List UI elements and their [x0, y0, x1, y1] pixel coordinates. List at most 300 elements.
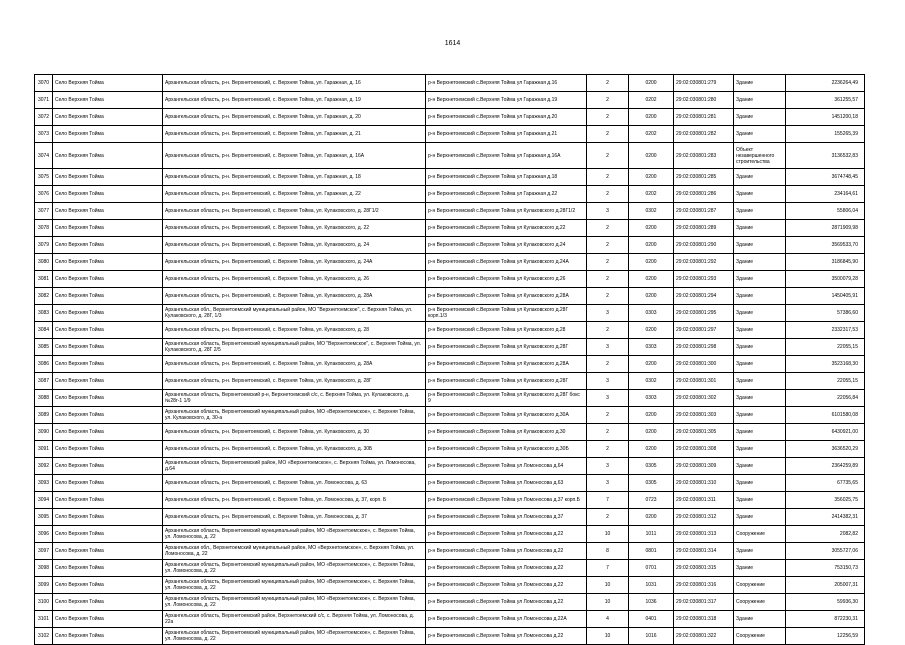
address-short: р-н Верхнетоемский с.Верхняя Тойма ул Кулаковского д.28Г корп.1/3: [426, 305, 587, 322]
cadastral-value: 22055,15: [786, 373, 865, 390]
settlement-name: Село Верхняя Тойма: [53, 237, 163, 254]
subgroup-code: 0723: [629, 492, 674, 509]
cadastral-number: 29:02:030801:293: [674, 271, 734, 288]
cadastral-number: 29:02:030801:298: [674, 339, 734, 356]
cadastral-number: 29:02:030801:283: [674, 143, 734, 169]
table-row: [35, 254, 865, 271]
cadastral-number: 29:02:030801:312: [674, 509, 734, 526]
table-row: [35, 271, 865, 288]
address-full: Архангельская область, р-н. Верхнетоемский, с. Верхняя Тойма, ул. Кулаковского, д. 30Б: [163, 441, 426, 458]
cadastral-number: 29:02:030801:311: [674, 492, 734, 509]
subgroup-code: 1036: [629, 594, 674, 611]
group-code: 3: [587, 373, 629, 390]
subgroup-code: 0200: [629, 254, 674, 271]
group-code: 2: [587, 407, 629, 424]
cadastral-number: 29:02:030801:297: [674, 322, 734, 339]
subgroup-code: 0302: [629, 203, 674, 220]
address-short: р-н Верхнетоемский с.Верхняя Тойма ул Гаражная д.18: [426, 169, 587, 186]
cadastral-value: 872230,31: [786, 611, 865, 628]
group-code: 4: [587, 611, 629, 628]
row-number: 3101: [35, 611, 53, 628]
cadastral-value: 67735,65: [786, 475, 865, 492]
cadastral-number: 29:02:030801:309: [674, 458, 734, 475]
address-full: Архангельская область, Верхнетоемский муниципальный район, МО «Верхнетоемское», с. Верхняя Тойма, ул. Кулаковского, д. 30-а: [163, 407, 426, 424]
subgroup-code: 0303: [629, 305, 674, 322]
address-short: р-н Верхнетоемский с.Верхняя Тойма ул Ломоносова д.22: [426, 594, 587, 611]
row-number: 3078: [35, 220, 53, 237]
row-number: 3073: [35, 126, 53, 143]
address-full: Архангельская область, Верхнетоемский муниципальный район, МО «Верхнетоемское», с. Верхняя Тойма, ул. Ломоносова, д. 22: [163, 577, 426, 594]
settlement-name: Село Верхняя Тойма: [53, 288, 163, 305]
subgroup-code: 0200: [629, 237, 674, 254]
group-code: 3: [587, 458, 629, 475]
settlement-name: Село Верхняя Тойма: [53, 594, 163, 611]
object-type: Здание: [734, 458, 786, 475]
address-full: Архангельская обл., Верхнетоемский муниципальный район, МО «Верхнетоемское», с. Верхняя Тойма, ул. Ломоносова, д. 22: [163, 543, 426, 560]
group-code: 10: [587, 577, 629, 594]
address-full: Архангельская область, Верхнетоемский муниципальный район, МО "Верхнетоемское", с. Верхняя Тойма, ул. Кулаковского, д. 28Г 2/5: [163, 339, 426, 356]
object-type: Объект незавершенного строительства: [734, 143, 786, 169]
address-short: р-н Верхнетоемский с.Верхняя Тойма ул Кулаковского д.30Б: [426, 441, 587, 458]
cadastral-value: 2236264,49: [786, 75, 865, 92]
row-number: 3072: [35, 109, 53, 126]
object-type: Здание: [734, 407, 786, 424]
address-short: р-н Верхнетоемский с.Верхняя Тойма ул Кулаковского д.30А: [426, 407, 587, 424]
address-full: Архангельская обл., Верхнетоемский муниципальный район, МО "Верхнетоемское", с. Верхняя Тойма, ул. Кулаковского, д. 28Г, 1/3: [163, 305, 426, 322]
address-short: р-н Верхнетоемский с.Верхняя Тойма ул Кулаковского д.28Г: [426, 373, 587, 390]
row-number: 3095: [35, 509, 53, 526]
row-number: 3082: [35, 288, 53, 305]
address-short: р-н Верхнетоемский с.Верхняя Тойма ул Ломоносова д.22: [426, 543, 587, 560]
address-short: р-н Верхнетоемский с.Верхняя Тойма ул Кулаковского д.28: [426, 322, 587, 339]
group-code: 3: [587, 305, 629, 322]
address-full: Архангельская область, р-н. Верхнетоемский, с. Верхняя Тойма, ул. Ломоносова, д. 37: [163, 509, 426, 526]
object-type: Здание: [734, 288, 786, 305]
address-short: р-н Верхнетоемский с.Верхняя Тойма ул Кулаковского д.22: [426, 220, 587, 237]
cadastral-number: 29:02:030801:305: [674, 424, 734, 441]
row-number: 3092: [35, 458, 53, 475]
row-number: 3086: [35, 356, 53, 373]
settlement-name: Село Верхняя Тойма: [53, 492, 163, 509]
subgroup-code: 0302: [629, 373, 674, 390]
subgroup-code: 0200: [629, 169, 674, 186]
group-code: 10: [587, 526, 629, 543]
object-type: Здание: [734, 169, 786, 186]
table-body: [35, 75, 865, 645]
row-number: 3083: [35, 305, 53, 322]
registry-table: [34, 74, 865, 645]
subgroup-code: 1016: [629, 628, 674, 645]
cadastral-value: 12256,59: [786, 628, 865, 645]
settlement-name: Село Верхняя Тойма: [53, 526, 163, 543]
group-code: 2: [587, 186, 629, 203]
subgroup-code: 0200: [629, 441, 674, 458]
settlement-name: Село Верхняя Тойма: [53, 424, 163, 441]
table-row: [35, 169, 865, 186]
address-short: р-н Верхнетоемский с.Верхняя Тойма ул Кулаковского д.28А: [426, 288, 587, 305]
subgroup-code: 0701: [629, 560, 674, 577]
settlement-name: Село Верхняя Тойма: [53, 611, 163, 628]
table-row: [35, 441, 865, 458]
cadastral-value: 59936,30: [786, 594, 865, 611]
row-number: 3102: [35, 628, 53, 645]
cadastral-number: 29:02:030801:302: [674, 390, 734, 407]
cadastral-value: 55806,04: [786, 203, 865, 220]
table-row: [35, 458, 865, 475]
group-code: 3: [587, 339, 629, 356]
group-code: 2: [587, 424, 629, 441]
settlement-name: Село Верхняя Тойма: [53, 577, 163, 594]
address-full: Архангельская область, р-н. Верхнетоемский, с. Верхняя Тойма, ул. Гаражная, д. 18: [163, 169, 426, 186]
cadastral-number: 29:02:030801:292: [674, 254, 734, 271]
subgroup-code: 0303: [629, 339, 674, 356]
settlement-name: Село Верхняя Тойма: [53, 75, 163, 92]
settlement-name: Село Верхняя Тойма: [53, 169, 163, 186]
subgroup-code: 0200: [629, 271, 674, 288]
cadastral-value: 3523168,30: [786, 356, 865, 373]
cadastral-value: 3636520,29: [786, 441, 865, 458]
group-code: 2: [587, 322, 629, 339]
address-full: Архангельская область, р-н. Верхнетоемский, с. Верхняя Тойма, ул. Ломоносова, д. 63: [163, 475, 426, 492]
row-number: 3087: [35, 373, 53, 390]
group-code: 10: [587, 628, 629, 645]
group-code: 2: [587, 169, 629, 186]
cadastral-number: 29:02:030801:300: [674, 356, 734, 373]
settlement-name: Село Верхняя Тойма: [53, 203, 163, 220]
cadastral-number: 29:02:030801:286: [674, 186, 734, 203]
table-row: [35, 611, 865, 628]
table-row: [35, 186, 865, 203]
group-code: 3: [587, 203, 629, 220]
object-type: Здание: [734, 509, 786, 526]
cadastral-value: 6101580,08: [786, 407, 865, 424]
settlement-name: Село Верхняя Тойма: [53, 628, 163, 645]
table-row: [35, 92, 865, 109]
address-full: Архангельская область, Верхнетоемский р-н, Верхнетоемский с/с, с. Верхняя Тойма, ул. Кулаковского, д. №28г-1 1/9: [163, 390, 426, 407]
address-full: Архангельская область, Верхнетоемский район, МО «Верхнетоемское», с. Верхняя Тойма, ул. Ломоносова, д.64: [163, 458, 426, 475]
cadastral-value: 3136532,83: [786, 143, 865, 169]
cadastral-number: 29:02:030801:308: [674, 441, 734, 458]
cadastral-number: 29:02:030801:314: [674, 543, 734, 560]
address-full: Архангельская область, р-н. Верхнетоемский, с. Верхняя Тойма, ул. Кулаковского, д. 28А: [163, 356, 426, 373]
row-number: 3074: [35, 143, 53, 169]
cadastral-number: 29:02:030801:322: [674, 628, 734, 645]
group-code: 2: [587, 509, 629, 526]
table-row: [35, 492, 865, 509]
address-short: р-н Верхнетоемский с.Верхняя Тойма ул Кулаковского д.28Г: [426, 339, 587, 356]
address-short: р-н Верхнетоемский с.Верхняя Тойма ул Ломоносова д.22: [426, 526, 587, 543]
cadastral-value: 234164,61: [786, 186, 865, 203]
cadastral-value: 205007,31: [786, 577, 865, 594]
address-full: Архангельская область, Верхнетоемский муниципальный район, МО «Верхнетоемское», с. Верхняя Тойма, ул. Ломоносова, д. 22: [163, 560, 426, 577]
address-full: Архангельская область, р-н. Верхнетоемский, с. Верхняя Тойма, ул. Кулаковского, д. 30: [163, 424, 426, 441]
cadastral-number: 29:02:030801:282: [674, 126, 734, 143]
group-code: 3: [587, 475, 629, 492]
row-number: 3088: [35, 390, 53, 407]
row-number: 3099: [35, 577, 53, 594]
cadastral-number: 29:02:030801:303: [674, 407, 734, 424]
table-row: [35, 543, 865, 560]
cadastral-value: 2871909,98: [786, 220, 865, 237]
group-code: 2: [587, 109, 629, 126]
table-row: [35, 237, 865, 254]
cadastral-value: 3674748,45: [786, 169, 865, 186]
group-code: 2: [587, 75, 629, 92]
table-row: [35, 109, 865, 126]
settlement-name: Село Верхняя Тойма: [53, 509, 163, 526]
cadastral-number: 29:02:030801:294: [674, 288, 734, 305]
object-type: Сооружение: [734, 628, 786, 645]
settlement-name: Село Верхняя Тойма: [53, 271, 163, 288]
object-type: Здание: [734, 424, 786, 441]
row-number: 3100: [35, 594, 53, 611]
object-type: Сооружение: [734, 594, 786, 611]
object-type: Здание: [734, 339, 786, 356]
address-short: р-н Верхнетоемский с.Верхняя Тойма ул Кулаковского д.26: [426, 271, 587, 288]
address-short: р-н Верхнетоемский с.Верхняя Тойма ул Кулаковского д.30: [426, 424, 587, 441]
address-full: Архангельская область, р-н. Верхнетоемский, с. Верхняя Тойма, ул. Гаражная, д. 19: [163, 92, 426, 109]
settlement-name: Село Верхняя Тойма: [53, 441, 163, 458]
settlement-name: Село Верхняя Тойма: [53, 356, 163, 373]
address-short: р-н Верхнетоемский с.Верхняя Тойма ул Кулаковского д.24А: [426, 254, 587, 271]
cadastral-value: 2414382,31: [786, 509, 865, 526]
table-row: [35, 126, 865, 143]
settlement-name: Село Верхняя Тойма: [53, 339, 163, 356]
settlement-name: Село Верхняя Тойма: [53, 109, 163, 126]
address-full: Архангельская область, р-н. Верхнетоемский, с. Верхняя Тойма, ул. Гаражная, д. 16: [163, 75, 426, 92]
group-code: 2: [587, 254, 629, 271]
cadastral-value: 57386,60: [786, 305, 865, 322]
settlement-name: Село Верхняя Тойма: [53, 305, 163, 322]
subgroup-code: 0202: [629, 186, 674, 203]
settlement-name: Село Верхняя Тойма: [53, 407, 163, 424]
object-type: Здание: [734, 203, 786, 220]
cadastral-value: 1450405,91: [786, 288, 865, 305]
address-full: Архангельская область, р-н. Верхнетоемский, с. Верхняя Тойма, ул. Кулаковского, д. 22: [163, 220, 426, 237]
table-row: [35, 143, 865, 169]
subgroup-code: 0202: [629, 126, 674, 143]
cadastral-number: 29:02:030801:317: [674, 594, 734, 611]
address-full: Архангельская область, р-н. Верхнетоемский, с. Верхняя Тойма, ул. Гаражная, д. 22: [163, 186, 426, 203]
table-row: [35, 424, 865, 441]
object-type: Сооружение: [734, 526, 786, 543]
cadastral-value: 22055,15: [786, 339, 865, 356]
settlement-name: Село Верхняя Тойма: [53, 92, 163, 109]
address-short: р-н Верхнетоемский с.Верхняя Тойма ул Гаражная д.19: [426, 92, 587, 109]
address-full: Архангельская область, р-н. Верхнетоемский, с. Верхняя Тойма, ул. Кулаковского, д. 28Г: [163, 373, 426, 390]
table-row: [35, 288, 865, 305]
object-type: Здание: [734, 126, 786, 143]
row-number: 3094: [35, 492, 53, 509]
cadastral-number: 29:02:030801:285: [674, 169, 734, 186]
object-type: Здание: [734, 441, 786, 458]
row-number: 3090: [35, 424, 53, 441]
table-row: [35, 322, 865, 339]
subgroup-code: 0200: [629, 407, 674, 424]
subgroup-code: 0200: [629, 220, 674, 237]
address-full: Архангельская область, р-н. Верхнетоемский, с. Верхняя Тойма, ул. Гаражная, д. 16А: [163, 143, 426, 169]
address-full: Архангельская область, р-н. Верхнетоемский, с. Верхняя Тойма, ул. Гаражная, д. 20: [163, 109, 426, 126]
row-number: 3075: [35, 169, 53, 186]
object-type: Здание: [734, 220, 786, 237]
subgroup-code: 0305: [629, 458, 674, 475]
group-code: 2: [587, 143, 629, 169]
address-full: Архангельская область, р-н. Верхнетоемский, с. Верхняя Тойма, ул. Кулаковского, д. 24: [163, 237, 426, 254]
table-row: [35, 75, 865, 92]
cadastral-value: 356025,75: [786, 492, 865, 509]
row-number: 3097: [35, 543, 53, 560]
group-code: 3: [587, 390, 629, 407]
row-number: 3071: [35, 92, 53, 109]
settlement-name: Село Верхняя Тойма: [53, 254, 163, 271]
group-code: 2: [587, 441, 629, 458]
table-row: [35, 594, 865, 611]
table-row: [35, 628, 865, 645]
row-number: 3093: [35, 475, 53, 492]
group-code: 2: [587, 237, 629, 254]
cadastral-value: 2332317,53: [786, 322, 865, 339]
subgroup-code: 0200: [629, 322, 674, 339]
settlement-name: Село Верхняя Тойма: [53, 220, 163, 237]
address-full: Архангельская область, р-н. Верхнетоемский, с. Верхняя Тойма, ул. Кулаковского, д. 28А: [163, 288, 426, 305]
cadastral-value: 22056,84: [786, 390, 865, 407]
group-code: 2: [587, 92, 629, 109]
object-type: Здание: [734, 109, 786, 126]
row-number: 3076: [35, 186, 53, 203]
settlement-name: Село Верхняя Тойма: [53, 475, 163, 492]
object-type: Здание: [734, 237, 786, 254]
settlement-name: Село Верхняя Тойма: [53, 543, 163, 560]
cadastral-number: 29:02:030801:310: [674, 475, 734, 492]
row-number: 3081: [35, 271, 53, 288]
cadastral-number: 29:02:030801:287: [674, 203, 734, 220]
table-row: [35, 339, 865, 356]
cadastral-value: 6430921,00: [786, 424, 865, 441]
settlement-name: Село Верхняя Тойма: [53, 373, 163, 390]
subgroup-code: 0200: [629, 75, 674, 92]
settlement-name: Село Верхняя Тойма: [53, 126, 163, 143]
row-number: 3085: [35, 339, 53, 356]
group-code: 10: [587, 594, 629, 611]
cadastral-value: 3055727,06: [786, 543, 865, 560]
subgroup-code: 0200: [629, 356, 674, 373]
object-type: Здание: [734, 186, 786, 203]
row-number: 3070: [35, 75, 53, 92]
address-short: р-н Верхнетоемский с.Верхняя Тойма ул Гаражная д.16: [426, 75, 587, 92]
subgroup-code: 0200: [629, 143, 674, 169]
cadastral-value: 3500079,28: [786, 271, 865, 288]
cadastral-number: 29:02:030801:313: [674, 526, 734, 543]
object-type: Сооружение: [734, 577, 786, 594]
subgroup-code: 0200: [629, 109, 674, 126]
object-type: Здание: [734, 560, 786, 577]
row-number: 3098: [35, 560, 53, 577]
group-code: 2: [587, 271, 629, 288]
object-type: Здание: [734, 390, 786, 407]
address-short: р-н Верхнетоемский с.Верхняя Тойма ул Кулаковского д.28А: [426, 356, 587, 373]
cadastral-value: 2364259,89: [786, 458, 865, 475]
table-row: [35, 407, 865, 424]
address-short: р-н Верхнетоемский с.Верхняя Тойма ул Ломоносова д.22: [426, 577, 587, 594]
row-number: 3096: [35, 526, 53, 543]
cadastral-value: 1451200,18: [786, 109, 865, 126]
address-short: р-н Верхнетоемский с.Верхняя Тойма ул Ломоносова д.22А: [426, 611, 587, 628]
address-full: Архангельская область, р-н. Верхнетоемский, с. Верхняя Тойма, ул. Гаражная, д. 21: [163, 126, 426, 143]
cadastral-number: 29:02:030801:316: [674, 577, 734, 594]
table-row: [35, 577, 865, 594]
settlement-name: Село Верхняя Тойма: [53, 186, 163, 203]
subgroup-code: 0202: [629, 92, 674, 109]
cadastral-value: 155265,39: [786, 126, 865, 143]
settlement-name: Село Верхняя Тойма: [53, 560, 163, 577]
group-code: 8: [587, 543, 629, 560]
cadastral-number: 29:02:030801:301: [674, 373, 734, 390]
object-type: Здание: [734, 322, 786, 339]
address-full: Архангельская область, р-н. Верхнетоемский, с. Верхняя Тойма, ул. Кулаковского, д. 28: [163, 322, 426, 339]
page-number: 1614: [444, 40, 461, 47]
address-full: Архангельская область, Верхнетоемский муниципальный район, МО «Верхнетоемское», с. Верхняя Тойма, ул. Ломоносова, д. 22: [163, 526, 426, 543]
cadastral-number: 29:02:030801:315: [674, 560, 734, 577]
row-number: 3091: [35, 441, 53, 458]
cadastral-value: 361255,57: [786, 92, 865, 109]
address-full: Архангельская область, р-н. Верхнетоемский, с. Верхняя Тойма, ул. Кулаковского, д. 28Г1/2: [163, 203, 426, 220]
group-code: 2: [587, 220, 629, 237]
address-full: Архангельская область, Верхнетоемский муниципальный район, МО «Верхнетоемское», с. Верхняя Тойма, ул. Ломоносова, д. 22: [163, 594, 426, 611]
subgroup-code: 0200: [629, 509, 674, 526]
address-full: Архангельская область, Верхнетоемский муниципальный район, МО «Верхнетоемское», с. Верхняя Тойма, ул. Ломоносова, д. 22: [163, 628, 426, 645]
subgroup-code: 1031: [629, 577, 674, 594]
object-type: Здание: [734, 254, 786, 271]
object-type: Здание: [734, 271, 786, 288]
object-type: Здание: [734, 92, 786, 109]
cadastral-number: 29:02:030801:280: [674, 92, 734, 109]
address-short: р-н Верхнетоемский с.Верхняя Тойма ул Кулаковского д.24: [426, 237, 587, 254]
cadastral-value: 2082,82: [786, 526, 865, 543]
row-number: 3080: [35, 254, 53, 271]
table-row: [35, 203, 865, 220]
group-code: 2: [587, 126, 629, 143]
cadastral-number: 29:02:030801:279: [674, 75, 734, 92]
cadastral-number: 29:02:030801:281: [674, 109, 734, 126]
address-short: р-н Верхнетоемский с.Верхняя Тойма ул Кулаковского д.28Г бокс 9: [426, 390, 587, 407]
table-row: [35, 475, 865, 492]
address-short: р-н Верхнетоемский с.Верхняя Тойма ул Ломоносова д.37: [426, 509, 587, 526]
address-short: р-н Верхнетоемский с.Верхняя Тойма ул Ломоносова д.63: [426, 475, 587, 492]
address-full: Архангельская область, р-н. Верхнетоемский, с. Верхняя Тойма, ул. Кулаковского, д. 24А: [163, 254, 426, 271]
address-short: р-н Верхнетоемский с.Верхняя Тойма ул Гаражная д.22: [426, 186, 587, 203]
object-type: Здание: [734, 305, 786, 322]
subgroup-code: 0200: [629, 288, 674, 305]
address-short: р-н Верхнетоемский с.Верхняя Тойма ул Гаражная д.16А: [426, 143, 587, 169]
object-type: Здание: [734, 492, 786, 509]
address-short: р-н Верхнетоемский с.Верхняя Тойма ул Гаражная д.20: [426, 109, 587, 126]
object-type: Здание: [734, 75, 786, 92]
settlement-name: Село Верхняя Тойма: [53, 458, 163, 475]
group-code: 2: [587, 356, 629, 373]
cadastral-number: 29:02:030801:289: [674, 220, 734, 237]
settlement-name: Село Верхняя Тойма: [53, 143, 163, 169]
address-short: р-н Верхнетоемский с.Верхняя Тойма ул Ломоносова д.64: [426, 458, 587, 475]
group-code: 7: [587, 560, 629, 577]
subgroup-code: 0401: [629, 611, 674, 628]
cadastral-number: 29:02:030801:318: [674, 611, 734, 628]
group-code: 7: [587, 492, 629, 509]
row-number: 3079: [35, 237, 53, 254]
object-type: Здание: [734, 373, 786, 390]
subgroup-code: 1011: [629, 526, 674, 543]
address-short: р-н Верхнетоемский с.Верхняя Тойма ул Ломоносова д.37 корп.Б: [426, 492, 587, 509]
table-row: [35, 373, 865, 390]
